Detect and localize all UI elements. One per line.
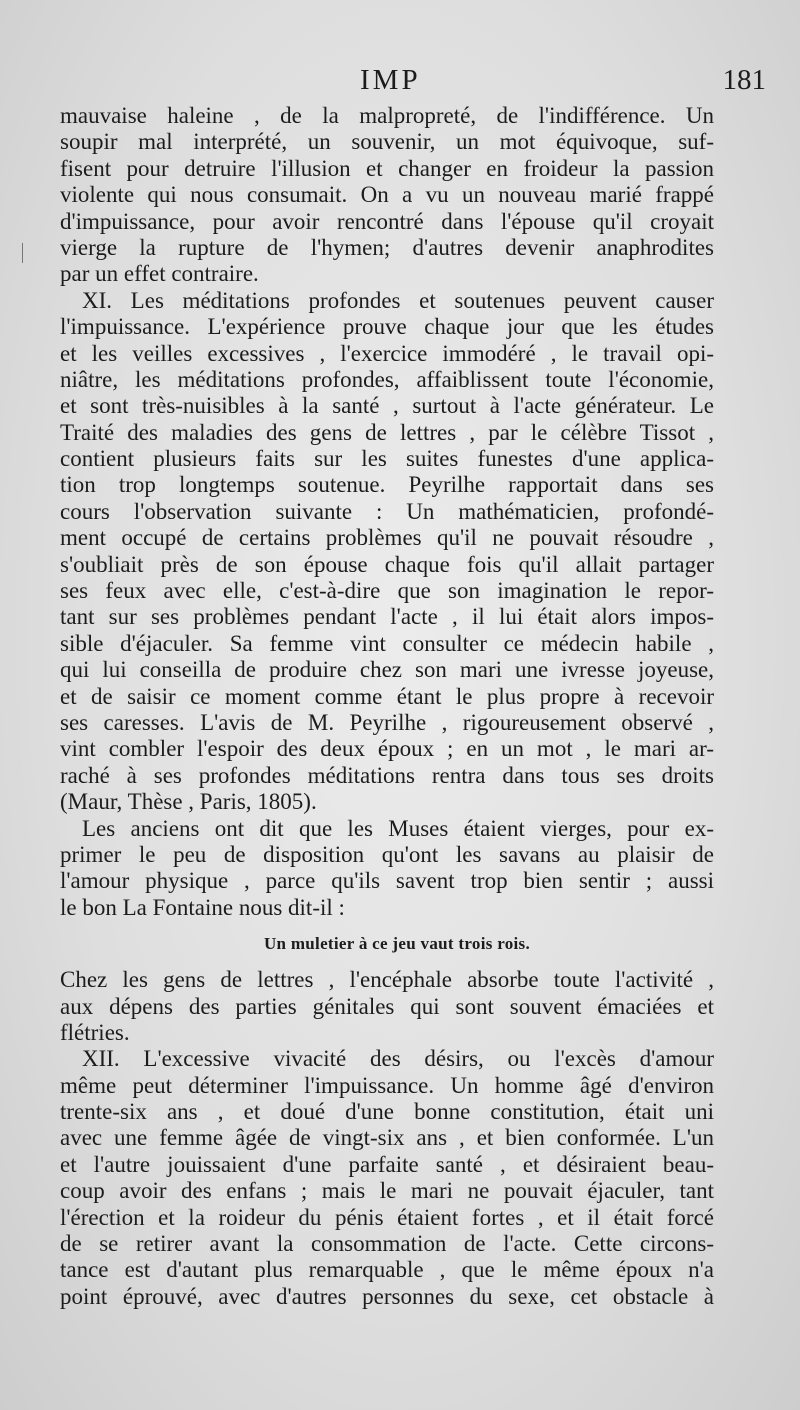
text-line: aux dépens des parties génitales qui sont souvent émaciées et xyxy=(60,993,714,1019)
text-line: sible d'éjaculer. Sa femme vint consulter ce médecin habile , xyxy=(60,630,714,656)
section-heading-line: XI. Les méditations profondes et soutenues peuvent causer xyxy=(82,287,714,313)
running-head: IMP xyxy=(360,64,421,96)
text-line: avec une femme âgée de vingt-six ans , et bien conformée. L'un xyxy=(60,1125,714,1151)
text-line: de se retirer avant la consommation de l'acte. Cette circons- xyxy=(60,1231,714,1257)
text-line: soupir mal interprété, un souvenir, un mot équivoque, suf- xyxy=(60,129,714,155)
text-line: ses caresses. L'avis de M. Peyrilhe , rigoureusement observé , xyxy=(60,709,714,735)
text-line: niâtre, les méditations profondes, affaiblissent toute l'économie, xyxy=(60,366,714,392)
text-line: même peut déterminer l'impuissance. Un homme âgé d'environ xyxy=(60,1072,714,1098)
text-line: et l'autre jouissaient d'une parfaite santé , et désiraient beau- xyxy=(60,1151,714,1177)
text-line: tion trop longtemps soutenue. Peyrilhe rapportait dans ses xyxy=(60,472,714,498)
page-header xyxy=(60,64,780,104)
text-line: ses feux avec elle, c'est-à-dire que son imagination le repor- xyxy=(60,578,714,604)
text-line: tant sur ses problèmes pendant l'acte , il lui était alors impos- xyxy=(60,604,714,630)
section-heading-line: XII. L'excessive vivacité des désirs, ou l'excès d'amour xyxy=(82,1046,714,1072)
text-line: flétries. xyxy=(60,1019,130,1045)
text-line: et les veilles excessives , l'exercice immodéré , le travail opi- xyxy=(60,340,714,366)
text-line: tance est d'autant plus remarquable , que le même époux n'a xyxy=(60,1257,714,1283)
text-line: et de saisir ce moment comme étant le plus propre à recevoir xyxy=(60,683,714,709)
text-line: trente-six ans , et doué d'une bonne constitution, était uni xyxy=(60,1099,714,1125)
text-line: par un effet contraire. xyxy=(60,261,259,287)
text-line: l'impuissance. L'expérience prouve chaque jour que les études xyxy=(60,314,714,340)
text-line: l'amour physique , parce qu'ils savent trop bien sentir ; aussi xyxy=(60,868,714,894)
text-line: violente qui nous consumait. On a vu un nouveau marié frappé xyxy=(60,182,714,208)
text-line: et sont très-nuisibles à la santé , surtout à l'acte générateur. Le xyxy=(60,393,714,419)
text-line: fisent pour detruire l'illusion et changer en froideur la passion xyxy=(60,155,714,181)
text-line: qui lui conseilla de produire chez son mari une ivresse joyeuse, xyxy=(60,657,714,683)
text-line: le bon La Fontaine nous dit-il : xyxy=(60,894,345,920)
text-line: raché à ses profondes méditations rentra dans tous ses droits xyxy=(60,762,714,788)
text-line: cours l'observation suivante : Un mathématicien, profondé- xyxy=(60,498,714,524)
text-line: vint combler l'espoir des deux époux ; en un mot , le mari ar- xyxy=(60,736,714,762)
text-line: Traité des maladies des gens de lettres , par le célèbre Tissot , xyxy=(60,419,714,445)
text-line: ment occupé de certains problèmes qu'il ne pouvait résoudre , xyxy=(60,525,714,551)
margin-mark xyxy=(22,243,23,263)
verse-quote: Un muletier à ce jeu vaut trois rois. xyxy=(263,934,531,954)
body-text xyxy=(60,103,714,1310)
text-line: point éprouvé, avec d'autres personnes du sexe, cet obstacle à xyxy=(60,1283,714,1309)
text-line: vierge la rupture de l'hymen; d'autres devenir anaphrodites xyxy=(60,234,714,260)
text-line: mauvaise haleine , de la malpropreté, de l'indifférence. Un xyxy=(60,103,714,128)
text-line: Chez les gens de lettres , l'encéphale absorbe toute l'activité , xyxy=(60,967,714,993)
text-line: coup avoir des enfans ; mais le mari ne pouvait éjaculer, tant xyxy=(60,1178,714,1204)
text-line: contient plusieurs faits sur les suites funestes d'une applica- xyxy=(60,446,714,472)
text-line: (Maur, Thèse , Paris, 1805). xyxy=(60,789,317,815)
text-line: d'impuissance, pour avoir rencontré dans l'épouse qu'il croyait xyxy=(60,208,714,234)
text-line: l'érection et la roideur du pénis étaient fortes , et il était forcé xyxy=(60,1204,714,1230)
text-line: primer le peu de disposition qu'ont les savans au plaisir de xyxy=(60,841,714,867)
text-line: s'oubliait près de son épouse chaque fois qu'il allait partager xyxy=(60,551,714,577)
page-number: 181 xyxy=(722,64,766,96)
text-line: Les anciens ont dit que les Muses étaient vierges, pour ex- xyxy=(82,815,714,841)
